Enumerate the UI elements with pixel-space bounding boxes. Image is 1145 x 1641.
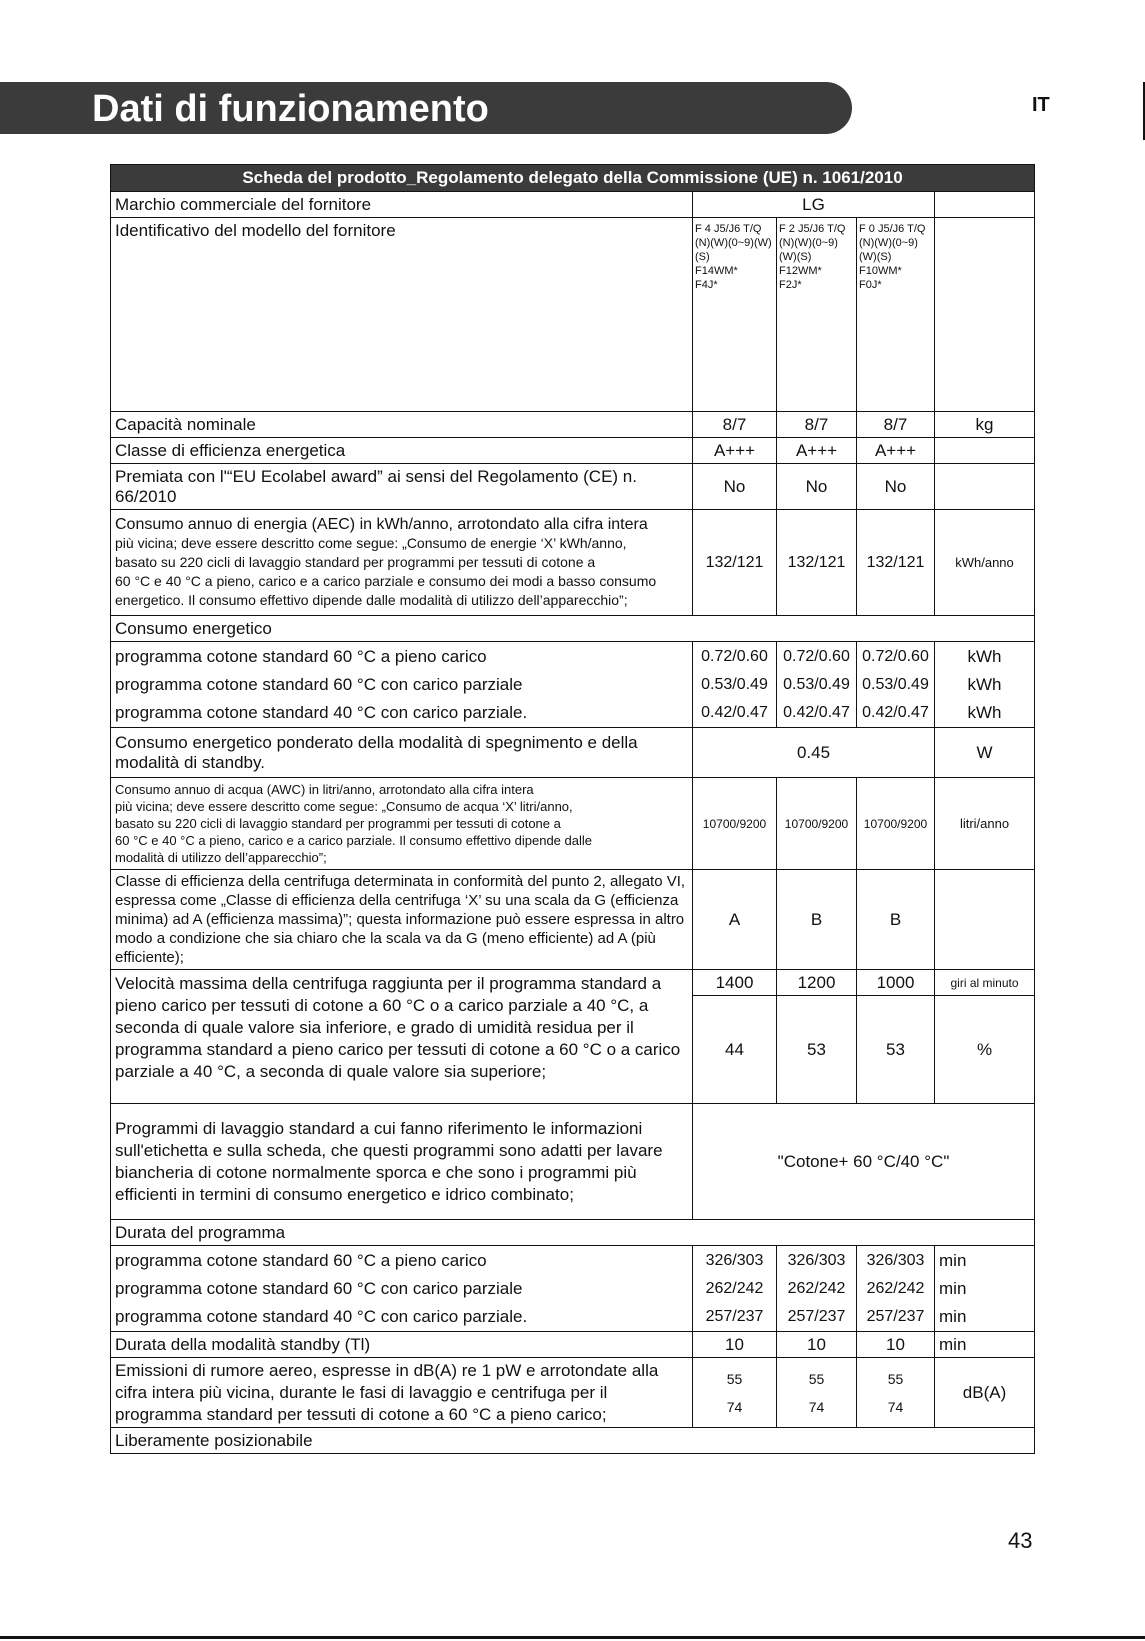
model-line: F12WM* [779, 265, 822, 277]
duration-value: 257/237 [787, 1307, 846, 1325]
standby-power-value: 0.45 [693, 728, 935, 778]
awc-value: 10700/9200 [857, 778, 935, 870]
ecolabel-value: No [693, 464, 777, 510]
awc-label [111, 778, 693, 870]
model-line: F2J* [779, 279, 802, 291]
table-row [111, 218, 1035, 412]
model-1 [693, 218, 777, 412]
aec-line: 60 °C e 40 °C a pieno, carico e a carico parziale e consumo dei modi a basso consumo [115, 573, 657, 589]
model-line: (N)(W)(0~9)(W)(S) [779, 237, 838, 263]
empty-cell [935, 218, 1035, 412]
awc-line: basato su 220 cicli di lavaggio standard per programmi per tessuti di cotone a [115, 816, 561, 831]
energy-units [935, 642, 1035, 728]
noise-value: 55 [808, 1370, 825, 1387]
noise-unit: dB(A) [935, 1358, 1035, 1428]
duration-value: 257/237 [866, 1307, 925, 1325]
table-row [111, 1246, 1035, 1332]
table-row [111, 616, 1035, 642]
table-row [111, 1104, 1035, 1220]
spin-speed-label: Velocità massima della centrifuga raggiunta per il programma standard a pieno carico per tessuti di cotone a 60 °C o a carico parziale a 40 °C, a seconda di quale valore sia inferiore, e grado di umidità residua per il programma standard a pieno carico per tessuti di cotone a 60 °C o a carico parziale a 40 °C, a seconda di quale valore sia superiore; [111, 970, 693, 1104]
ecolabel-value: No [777, 464, 857, 510]
brand-label: Marchio commerciale del fornitore [111, 192, 693, 218]
duration-row-label: programma cotone standard 60 °C con carico parziale [115, 1278, 523, 1298]
spin-class-label: Classe di efficienza della centrifuga determinata in conformità del punto 2, allegato VI, espressa come „Classe di efficienza della centrifuga ‘X’ su una scala da G (efficienza minima) ad A (efficienza massima)”; questa informazione può essere espressa in altro modo a condizione che sia chiaro che la scala va da G (meno efficiente) ad A (più efficiente); [111, 870, 693, 970]
empty-cell [935, 464, 1035, 510]
duration-value: 262/242 [705, 1279, 764, 1297]
programs-label: Programmi di lavaggio standard a cui fanno riferimento le informazioni sull'etichetta e sulla scheda, che questi programmi sono adatti per lavare biancheria di cotone normalmente sporca e che sono i programmi più efficienti in termini di consumo energetico e idrico combinato; [111, 1104, 693, 1220]
energy-section-label: Consumo energetico [111, 616, 1035, 642]
brand-value: LG [693, 192, 935, 218]
table-row [111, 1358, 1035, 1428]
energy-unit: kWh [967, 646, 1002, 666]
spin-speed-value: 1200 [777, 970, 857, 996]
noise-value: 55 [887, 1370, 904, 1387]
model-line: F 4 J5/J6 T/Q [695, 223, 762, 235]
table-title: Scheda del prodotto_Regolamento delegato della Commissione (UE) n. 1061/2010 [111, 165, 1035, 192]
duration-labels [111, 1246, 693, 1332]
humidity-value: 53 [777, 996, 857, 1104]
duration-unit: min [939, 1278, 967, 1298]
table-header-row [111, 165, 1035, 192]
awc-unit: litri/anno [935, 778, 1035, 870]
humidity-value: 44 [693, 996, 777, 1104]
energy-value: 0.42/0.47 [701, 703, 768, 721]
energy-unit: kWh [967, 702, 1002, 722]
model-3 [857, 218, 935, 412]
ecolabel-label: Premiata con l'“EU Ecolabel award” ai sensi del Regolamento (CE) n. 66/2010 [111, 464, 693, 510]
product-fiche-table [110, 164, 1034, 1454]
awc-value: 10700/9200 [693, 778, 777, 870]
programs-value: "Cotone+ 60 °C/40 °C" [693, 1104, 1035, 1220]
energy-value: 0.53/0.49 [862, 675, 929, 693]
duration-value: 326/303 [866, 1251, 925, 1269]
aec-label [111, 510, 693, 616]
duration-value: 257/237 [705, 1307, 764, 1325]
table-row [111, 412, 1035, 438]
standby-power-label: Consumo energetico ponderato della modalità di spegnimento e della modalità di standby. [111, 728, 693, 778]
freestanding-label: Liberamente posizionabile [111, 1428, 1035, 1454]
awc-line: modalità di utilizzo dell’apparecchio”; [115, 850, 327, 865]
humidity-value: 53 [857, 996, 935, 1104]
energy-value: 0.72/0.60 [701, 647, 768, 665]
energy-value: 0.72/0.60 [862, 647, 929, 665]
duration-value: 326/303 [705, 1251, 764, 1269]
table-row [111, 510, 1035, 616]
energy-unit: kWh [967, 674, 1002, 694]
efficiency-label: Classe di efficienza energetica [111, 438, 693, 464]
noise-label: Emissioni di rumore aereo, espresse in dB(A) re 1 pW e arrotondate alla cifra intera più vicina, durante le fasi di lavaggio e centrifuga per il programma standard per tessuti di cotone a 60 °C a pieno carico; [111, 1358, 693, 1428]
table-row [111, 778, 1035, 870]
energy-value: 0.72/0.60 [783, 647, 850, 665]
model-2 [777, 218, 857, 412]
model-line: F 0 J5/J6 T/Q [859, 223, 926, 235]
aec-value: 132/121 [777, 510, 857, 616]
aec-line: più vicina; deve essere descritto come segue: „Consumo de energie ‘X’ kWh/anno, [115, 535, 627, 551]
standby-duration-value: 10 [693, 1332, 777, 1358]
page-title: Dati di funzionamento [92, 88, 489, 130]
duration-unit: min [939, 1306, 967, 1326]
aec-value: 132/121 [693, 510, 777, 616]
duration-value: 262/242 [787, 1279, 846, 1297]
energy-row-label: programma cotone standard 40 °C con carico parziale. [115, 702, 528, 722]
capacity-value: 8/7 [777, 412, 857, 438]
model-label: Identificativo del modello del fornitore [111, 218, 693, 412]
energy-row-label: programma cotone standard 60 °C a pieno carico [115, 646, 487, 666]
table-row [111, 438, 1035, 464]
noise-value: 74 [726, 1398, 743, 1415]
capacity-value: 8/7 [857, 412, 935, 438]
awc-line: più vicina; deve essere descritto come segue: „Consumo de acqua ‘X’ litri/anno, [115, 799, 573, 814]
spin-class-value: A [693, 870, 777, 970]
bottom-divider [0, 1636, 1145, 1639]
duration-units [935, 1246, 1035, 1332]
duration-row-label: programma cotone standard 60 °C a pieno carico [115, 1250, 487, 1270]
humidity-unit: % [935, 996, 1035, 1104]
energy-values [693, 642, 777, 728]
energy-value: 0.53/0.49 [783, 675, 850, 693]
empty-cell [935, 438, 1035, 464]
aec-unit: kWh/anno [935, 510, 1035, 616]
energy-labels [111, 642, 693, 728]
awc-line: Consumo annuo di acqua (AWC) in litri/anno, arrotondato alla cifra intera [115, 782, 534, 797]
capacity-value: 8/7 [693, 412, 777, 438]
page-number: 43 [1008, 1528, 1033, 1553]
table-row [111, 192, 1035, 218]
table-row [111, 728, 1035, 778]
energy-row-label: programma cotone standard 60 °C con carico parziale [115, 674, 523, 694]
standby-duration-unit: min [935, 1332, 1035, 1358]
efficiency-value: A+++ [857, 438, 935, 464]
duration-section-label: Durata del programma [111, 1220, 1035, 1246]
table-row [111, 870, 1035, 970]
awc-line: 60 °C e 40 °C a pieno, carico e a carico parziale. Il consumo effettivo dipende dalle [115, 833, 592, 848]
capacity-label: Capacità nominale [111, 412, 693, 438]
duration-row-label: programma cotone standard 40 °C con carico parziale. [115, 1306, 528, 1326]
standby-duration-value: 10 [777, 1332, 857, 1358]
table-row [111, 970, 1035, 996]
duration-value: 262/242 [866, 1279, 925, 1297]
energy-value: 0.42/0.47 [862, 703, 929, 721]
aec-line: Consumo annuo di energia (AEC) in kWh/anno, arrotondato alla cifra intera [115, 516, 648, 533]
model-line: (N)(W)(0~9)(W)(S) [695, 237, 772, 263]
table-row [111, 1220, 1035, 1246]
energy-value: 0.53/0.49 [701, 675, 768, 693]
empty-cell [935, 870, 1035, 970]
model-line: F 2 J5/J6 T/Q [779, 223, 846, 235]
empty-cell [935, 192, 1035, 218]
standby-duration-value: 10 [857, 1332, 935, 1358]
noise-value: 55 [726, 1370, 743, 1387]
energy-values [777, 642, 857, 728]
standby-power-unit: W [935, 728, 1035, 778]
noise-values [777, 1358, 857, 1428]
duration-unit: min [939, 1250, 967, 1270]
spin-speed-unit: giri al minuto [935, 970, 1035, 996]
table-row [111, 642, 1035, 728]
noise-value: 74 [808, 1398, 825, 1415]
table-row [111, 1332, 1035, 1358]
noise-value: 74 [887, 1398, 904, 1415]
standby-duration-label: Durata della modalità standby (Tl) [111, 1332, 693, 1358]
capacity-unit: kg [935, 412, 1035, 438]
table-row [111, 1428, 1035, 1454]
noise-values [857, 1358, 935, 1428]
efficiency-value: A+++ [693, 438, 777, 464]
spin-class-value: B [857, 870, 935, 970]
spin-class-value: B [777, 870, 857, 970]
duration-value: 326/303 [787, 1251, 846, 1269]
model-line: F0J* [859, 279, 882, 291]
noise-values [693, 1358, 777, 1428]
duration-values [777, 1246, 857, 1332]
aec-line: energetico. Il consumo effettivo dipende dalle modalità di utilizzo dell’apparecchio”; [115, 592, 628, 608]
energy-values [857, 642, 935, 728]
model-line: (N)(W)(0~9)(W)(S) [859, 237, 918, 263]
efficiency-value: A+++ [777, 438, 857, 464]
model-line: F10WM* [859, 265, 902, 277]
aec-value: 132/121 [857, 510, 935, 616]
aec-line: basato su 220 cicli di lavaggio standard per programmi per tessuti di cotone a [115, 554, 596, 570]
energy-value: 0.42/0.47 [783, 703, 850, 721]
awc-value: 10700/9200 [777, 778, 857, 870]
spin-speed-value: 1000 [857, 970, 935, 996]
language-label: IT [1032, 94, 1050, 116]
duration-values [693, 1246, 777, 1332]
model-line: F4J* [695, 279, 718, 291]
model-line: F14WM* [695, 265, 738, 277]
table-row [111, 464, 1035, 510]
spin-speed-value: 1400 [693, 970, 777, 996]
duration-values [857, 1246, 935, 1332]
ecolabel-value: No [857, 464, 935, 510]
